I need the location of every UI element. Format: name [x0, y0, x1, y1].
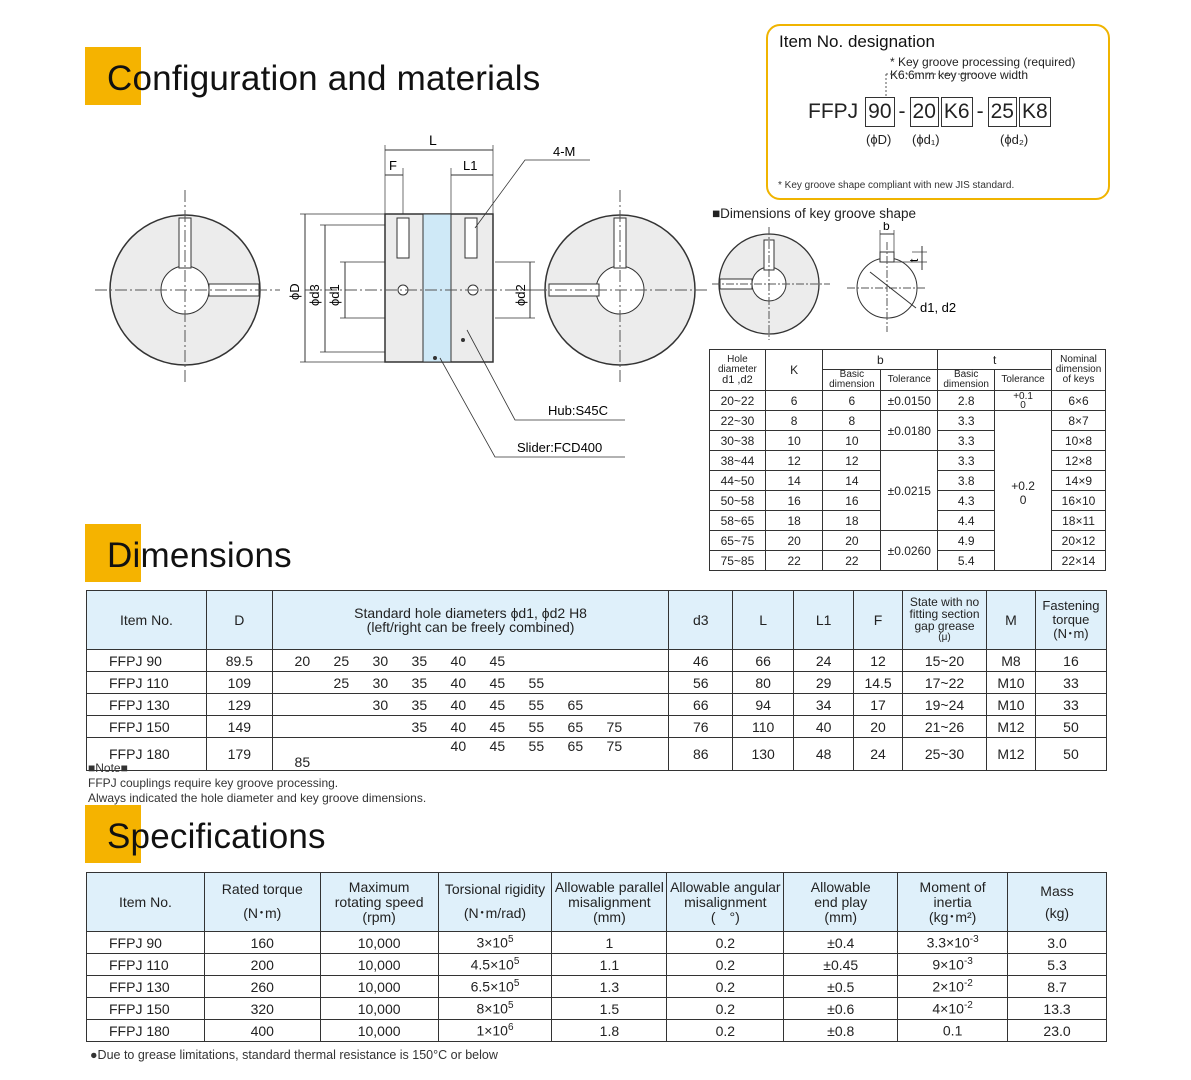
hole-diameters-cell [272, 694, 668, 716]
cell-angular: 0.2 [667, 954, 784, 976]
key-groove-table [709, 349, 1106, 571]
cell-moment: 0.1 [898, 1020, 1008, 1042]
cell-parallel: 1.8 [552, 1020, 667, 1042]
table-row [87, 1020, 1107, 1042]
kh-t-tol: Tolerance [995, 370, 1052, 391]
label-L: L [429, 132, 437, 148]
sh-speed: Maximum rotating speed (rpm) [320, 873, 438, 932]
table-row: 44~50 14 14 3.8 14×9 [710, 471, 1106, 491]
sub-d1: (ϕd₁) [912, 132, 940, 147]
heading-text: Dimensions [107, 536, 292, 575]
cell-rated: 400 [204, 1020, 320, 1042]
cell-item: FFPJ 180 [87, 738, 207, 771]
cell-item: FFPJ 110 [87, 954, 205, 976]
cell-mass: 13.3 [1008, 998, 1107, 1020]
key-b-label: b [883, 222, 890, 233]
cell-torque: 33 [1035, 694, 1106, 716]
key-groove-drawing [712, 222, 972, 340]
note-line-1: FFPJ couplings require key groove processing. [88, 776, 339, 790]
cell-d3: 56 [669, 672, 733, 694]
hole-diameter-value: 40 [450, 718, 467, 735]
cell-l1: 29 [794, 672, 854, 694]
cell-m: M12 [986, 716, 1035, 738]
cell-gap: 21~26 [903, 716, 987, 738]
hole-diameter-value: 40 [450, 696, 467, 713]
hole-diameter-value: 25 [333, 674, 350, 691]
table-row [87, 954, 1107, 976]
cell-item: FFPJ 90 [87, 932, 205, 954]
kh-t-basic: Basic dimension [938, 370, 995, 391]
hole-diameters-cell [272, 650, 668, 672]
cell-rated: 200 [204, 954, 320, 976]
hub-material: Hub:S45C [548, 403, 608, 418]
cell-mass: 23.0 [1008, 1020, 1107, 1042]
hole-diameter-value: 40 [450, 674, 467, 691]
designation-connector [768, 26, 1112, 136]
cell-mass: 5.3 [1008, 954, 1107, 976]
cell-l1: 24 [794, 650, 854, 672]
dh-d3: d3 [669, 591, 733, 650]
cell-d3: 76 [669, 716, 733, 738]
keyshape-title: ■Dimensions of key groove shape [712, 206, 917, 221]
cell-gap: 17~22 [903, 672, 987, 694]
cell-item: FFPJ 90 [87, 650, 207, 672]
cell-f: 24 [854, 738, 903, 771]
designation-code: FFPJ 90 - 20 K6 - 25 K8 [808, 96, 1052, 128]
cell-angular: 0.2 [667, 932, 784, 954]
sub-d2: (ϕd₂) [1000, 132, 1029, 147]
note-line-2: Always indicated the hole diameter and key groove dimensions. [88, 791, 427, 805]
label-d3: ϕd3 [307, 284, 322, 306]
table-row: 75~85 22 22 5.4 22×14 [710, 551, 1106, 571]
sh-moment: Moment of inertia (kg･m²) [898, 873, 1008, 932]
cell-speed: 10,000 [320, 932, 438, 954]
dh-L: L [733, 591, 794, 650]
label-d1: ϕd1 [327, 284, 342, 306]
dimensions-table [86, 590, 1107, 771]
hole-diameter-value: 35 [411, 696, 428, 713]
cell-endplay: ±0.45 [784, 954, 898, 976]
hole-diameters-cell [272, 716, 668, 738]
cell-torque: 16 [1035, 650, 1106, 672]
kh-hole: Hole diameter d1 ,d2 [710, 350, 766, 391]
kh-nominal: Nominal dimension of keys [1052, 350, 1106, 391]
kh-t: t [938, 350, 1052, 370]
item-designation-box [766, 24, 1110, 200]
cell-rigidity: $8\times 10^5$ [438, 998, 552, 1020]
sub-D: (ϕD) [866, 132, 892, 147]
dh-holes: Standard hole diameters ϕd1, ϕd2 H8 (left/right can be freely combined) [272, 591, 668, 650]
slider-material: Slider:FCD400 [517, 440, 603, 455]
left-end-view [95, 190, 280, 385]
cell-m: M12 [986, 738, 1035, 771]
cell-torque: 33 [1035, 672, 1106, 694]
hole-diameter-value: 65 [567, 696, 584, 713]
cell-mass: 8.7 [1008, 976, 1107, 998]
dh-torque: Fastening torque (N･m) [1035, 591, 1106, 650]
hole-diameters-cell [272, 738, 668, 771]
hole-diameter-value: 55 [528, 674, 545, 691]
hole-diameters-cell [272, 672, 668, 694]
table-row: 58~65 18 18 4.4 18×11 [710, 511, 1106, 531]
cell-rated: 320 [204, 998, 320, 1020]
designation-note: * Key groove processing (required) K6:6mm key groove width [890, 55, 1076, 82]
hole-diameter-value: 25 [333, 652, 350, 669]
cell-moment: $9\times 10^{-3}$ [898, 954, 1008, 976]
cell-torque: 50 [1035, 738, 1106, 771]
key-t-label: t [907, 258, 921, 262]
cell-item: FFPJ 150 [87, 716, 207, 738]
cell-endplay: ±0.4 [784, 932, 898, 954]
cell-rigidity: $4.5\times 10^5$ [438, 954, 552, 976]
dh-M: M [986, 591, 1035, 650]
cell-rigidity: $3\times 10^5$ [438, 932, 552, 954]
hole-diameter-value: 55 [528, 718, 545, 735]
kh-k: K [765, 350, 823, 391]
kh-b-basic: Basic dimension [823, 370, 881, 391]
hole-diameter-value: 65 [567, 738, 584, 754]
sh-mass: Mass (kg) [1008, 873, 1107, 932]
table-row: 30~38 10 10 3.3 10×8 [710, 431, 1106, 451]
hole-diameter-value: 30 [372, 696, 389, 713]
table-row: 65~75 20 20 ±0.0260 4.9 20×12 [710, 531, 1106, 551]
cell-m: M10 [986, 694, 1035, 716]
sh-rated: Rated torque (N･m) [204, 873, 320, 932]
coupling-drawing [95, 130, 710, 465]
hole-diameter-value: 75 [606, 738, 623, 754]
table-row [87, 976, 1107, 998]
cell-item: FFPJ 180 [87, 1020, 205, 1042]
hole-diameter-value: 45 [489, 696, 506, 713]
hole-diameter-value: 35 [411, 718, 428, 735]
sh-angular: Allowable angular misalignment ( °) [667, 873, 784, 932]
cell-moment: $3.3\times 10^{-3}$ [898, 932, 1008, 954]
hole-diameter-value: 35 [411, 652, 428, 669]
specifications-table [86, 872, 1107, 1042]
table-row: 38~44 12 12 ±0.0215 3.3 12×8 [710, 451, 1106, 471]
cell-l1: 34 [794, 694, 854, 716]
cell-speed: 10,000 [320, 998, 438, 1020]
cell-speed: 10,000 [320, 976, 438, 998]
cell-moment: $4\times 10^{-2}$ [898, 998, 1008, 1020]
cell-parallel: 1.3 [552, 976, 667, 998]
table-row [87, 650, 1107, 672]
hole-diameter-value: 20 [294, 652, 311, 669]
designation-jis-note: * Key groove shape compliant with new JIS standard. [778, 180, 1015, 191]
heading-text: Configuration and materials [107, 59, 541, 98]
cell-item: FFPJ 150 [87, 998, 205, 1020]
cell-torque: 50 [1035, 716, 1106, 738]
cell-rigidity: $6.5\times 10^5$ [438, 976, 552, 998]
label-D: ϕD [287, 283, 302, 300]
key-d-label: d1, d2 [920, 300, 957, 315]
cell-l: 130 [733, 738, 794, 771]
cell-mass: 3.0 [1008, 932, 1107, 954]
sh-parallel: Allowable parallel misalignment (mm) [552, 873, 667, 932]
cell-d3: 86 [669, 738, 733, 771]
dh-state: State with no fitting section gap grease (μ) [903, 591, 987, 650]
cell-d: 109 [206, 672, 272, 694]
dh-item: Item No. [87, 591, 207, 650]
kh-b-tol: Tolerance [881, 370, 938, 391]
hole-diameter-value: 75 [606, 718, 623, 735]
cell-endplay: ±0.5 [784, 976, 898, 998]
cell-parallel: 1.5 [552, 998, 667, 1020]
cell-d: 179 [206, 738, 272, 771]
hole-diameter-value: 40 [450, 738, 467, 754]
sh-endplay: Allowable end play (mm) [784, 873, 898, 932]
hole-diameter-value: 30 [372, 652, 389, 669]
cell-item: FFPJ 130 [87, 694, 207, 716]
thermal-footnote: ●Due to grease limitations, standard thermal resistance is 150°C or below [90, 1048, 498, 1062]
table-row [87, 738, 1107, 771]
label-F: F [389, 158, 397, 173]
hole-diameter-value: 65 [567, 718, 584, 735]
hole-diameter-value: 40 [450, 652, 467, 669]
cell-d: 149 [206, 716, 272, 738]
cell-f: 14.5 [854, 672, 903, 694]
designation-title: Item No. designation [779, 32, 935, 51]
cell-rated: 160 [204, 932, 320, 954]
cell-d3: 66 [669, 694, 733, 716]
sh-rigidity: Torsional rigidity (N･m/rad) [438, 873, 552, 932]
cell-rated: 260 [204, 976, 320, 998]
hole-diameter-value: 55 [528, 696, 545, 713]
sh-item: Item No. [87, 873, 205, 932]
dh-F: F [854, 591, 903, 650]
cell-l: 66 [733, 650, 794, 672]
cell-f: 20 [854, 716, 903, 738]
cell-d: 89.5 [206, 650, 272, 672]
cell-d: 129 [206, 694, 272, 716]
cell-angular: 0.2 [667, 976, 784, 998]
hole-diameter-value: 45 [489, 674, 506, 691]
cell-l: 94 [733, 694, 794, 716]
cell-angular: 0.2 [667, 1020, 784, 1042]
cell-endplay: ±0.8 [784, 1020, 898, 1042]
cell-parallel: 1 [552, 932, 667, 954]
table-row [87, 672, 1107, 694]
label-L1: L1 [463, 158, 478, 173]
cell-m: M8 [986, 650, 1035, 672]
cell-gap: 19~24 [903, 694, 987, 716]
cell-parallel: 1.1 [552, 954, 667, 976]
cell-l1: 48 [794, 738, 854, 771]
cell-gap: 25~30 [903, 738, 987, 771]
cell-m: M10 [986, 672, 1035, 694]
hole-diameter-value: 85 [294, 754, 311, 770]
note-title: ■Note■ [88, 761, 128, 775]
cell-l: 110 [733, 716, 794, 738]
cell-d3: 46 [669, 650, 733, 672]
dh-D: D [206, 591, 272, 650]
cell-rigidity: $1\times 10^6$ [438, 1020, 552, 1042]
table-row [87, 694, 1107, 716]
kh-b: b [823, 350, 938, 370]
table-row [87, 998, 1107, 1020]
cell-speed: 10,000 [320, 954, 438, 976]
label-d2: ϕd2 [513, 284, 528, 306]
cell-f: 12 [854, 650, 903, 672]
table-row: 50~58 16 16 4.3 16×10 [710, 491, 1106, 511]
dh-L1: L1 [794, 591, 854, 650]
hole-diameter-value: 45 [489, 738, 506, 754]
cell-gap: 15~20 [903, 650, 987, 672]
table-row: 20~22 6 6 ±0.0150 2.8 +0.1 0 6×6 [710, 391, 1106, 411]
cell-f: 17 [854, 694, 903, 716]
cell-endplay: ±0.6 [784, 998, 898, 1020]
cell-item: FFPJ 130 [87, 976, 205, 998]
cell-item: FFPJ 110 [87, 672, 207, 694]
cell-l1: 40 [794, 716, 854, 738]
hole-diameter-value: 55 [528, 738, 545, 754]
cell-l: 80 [733, 672, 794, 694]
hole-diameter-value: 45 [489, 718, 506, 735]
hole-diameter-value: 30 [372, 674, 389, 691]
table-row: 22~30 8 8 ±0.0180 3.3 +0.2 0 8×7 [710, 411, 1106, 431]
table-row [87, 716, 1107, 738]
hole-diameter-value: 35 [411, 674, 428, 691]
label-4M: 4-M [553, 144, 576, 159]
cell-angular: 0.2 [667, 998, 784, 1020]
right-end-view [535, 190, 707, 385]
hole-diameter-value: 45 [489, 652, 506, 669]
cell-speed: 10,000 [320, 1020, 438, 1042]
heading-text: Specifications [107, 817, 326, 856]
cell-moment: $2\times 10^{-2}$ [898, 976, 1008, 998]
table-row [87, 932, 1107, 954]
